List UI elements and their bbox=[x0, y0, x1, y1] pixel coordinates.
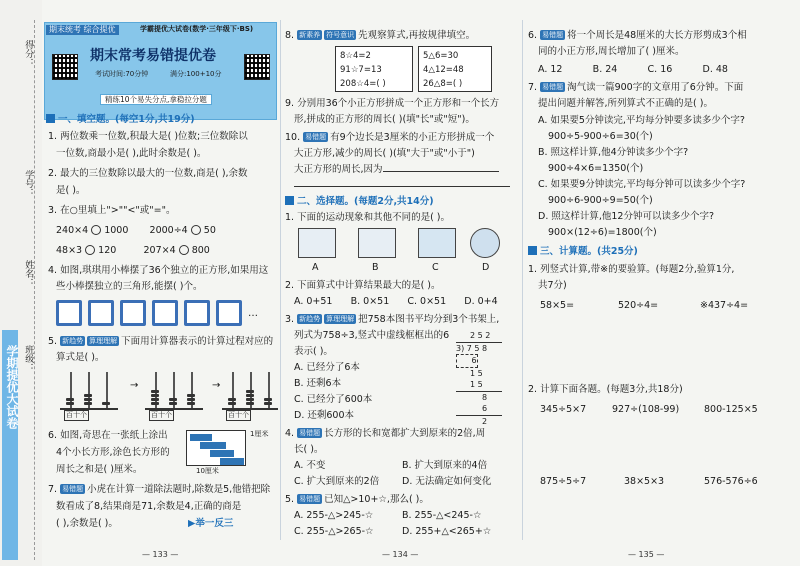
calc-1: 1. 列竖式计算,带※的要验算。(每题2分,验算1分, bbox=[528, 264, 735, 275]
class-label: 班级： bbox=[23, 345, 34, 372]
calc-item: 875÷5÷7 bbox=[540, 476, 587, 487]
stick-square bbox=[184, 300, 210, 326]
choice-7-opt-c: C. 如果要9分钟读完,平均每分钟可以读多少个字? bbox=[538, 179, 746, 190]
question-7: 7. 易错题 小虎在计算一道除法题时,除数是5,他错把除 bbox=[48, 484, 271, 495]
choice-4-opt-d: D. 无法确定如何变化 bbox=[402, 476, 492, 487]
full-score: 满分:100+10分 bbox=[170, 70, 222, 78]
paper-title: 期末常考易错提优卷 bbox=[90, 48, 216, 64]
choice-3-opt-c: C. 已经分了600本 bbox=[294, 394, 373, 405]
choice-5-opt-b: B. 255-△<245-☆ bbox=[402, 510, 482, 521]
choice-5: 5. 易错题 已知△>10+☆,那么( )。 bbox=[285, 494, 429, 505]
score-label: 得分： bbox=[23, 40, 34, 67]
student-id-label: 学号： bbox=[23, 170, 34, 197]
choice-7-opt-a-eq: 900÷5-900÷6=30(个) bbox=[548, 131, 653, 142]
choice-7-opt-d-eq: 900×(12÷6)=1800(个) bbox=[548, 227, 657, 238]
choice-3-cont2: 表示( )。 bbox=[294, 346, 333, 357]
ellipsis: … bbox=[248, 308, 258, 319]
answer-line[interactable] bbox=[294, 186, 510, 187]
question-10-cont2: 大正方形的周长,因为 bbox=[294, 164, 499, 176]
stick-square bbox=[56, 300, 82, 326]
choice-4: 4. 易错题 长方形的长和宽都扩大到原来的2倍,周 bbox=[285, 428, 486, 439]
choice-6-options: A. 12 B. 24 C. 16 D. 48 bbox=[538, 64, 728, 75]
question-1: 1. 两位数乘一位数,积最大是( )位数;三位数除以 bbox=[48, 131, 248, 142]
abacus-3: 百十个 bbox=[222, 372, 280, 420]
question-2: 2. 最大的三位数除以最大的一位数,商是( ),余数 bbox=[48, 168, 248, 179]
stick-square bbox=[152, 300, 178, 326]
calc-item: 345÷5×7 bbox=[540, 404, 587, 415]
qr-code bbox=[52, 54, 78, 80]
choice-4-opt-b: B. 扩大到原来的4倍 bbox=[402, 460, 488, 471]
stick-square bbox=[216, 300, 242, 326]
question-2-cont: 是( )。 bbox=[56, 185, 86, 196]
section-choice: 二、选择题。(每题2分,共14分) bbox=[285, 196, 434, 208]
choice-3-opt-a: A. 已经分了6本 bbox=[294, 362, 360, 373]
section-fill-blank: 一、填空题。(每空1分,共19分) bbox=[46, 114, 195, 126]
choice-4-cont: 长( )。 bbox=[294, 444, 324, 455]
question-3: 3. 在○里填上">""<"或"="。 bbox=[48, 205, 176, 216]
practice-link[interactable]: ▶举一反三 bbox=[188, 518, 234, 529]
header-tag: 期末统考 综合提优 bbox=[46, 25, 119, 35]
name-label: 姓名： bbox=[23, 260, 34, 287]
choice-5-opt-a: A. 255-△>245-☆ bbox=[294, 510, 374, 521]
rule-box-right: 5△6=30 4△12=48 26△8=( ) bbox=[418, 46, 492, 92]
question-6-cont: 4个小长方形,涂色长方形的 bbox=[56, 447, 170, 458]
stick-square bbox=[88, 300, 114, 326]
choice-7-opt-b: B. 照这样计算,他4分钟读多少个字? bbox=[538, 147, 689, 158]
question-1-cont: 一位数,商最小是( ),此时余数是( )。 bbox=[56, 148, 207, 159]
choice-7-opt-b-eq: 900÷4×6=1350(个) bbox=[548, 163, 644, 174]
choice-7-opt-a: A. 如果要5分钟读完,平均每分钟要多读多少个字? bbox=[538, 115, 745, 126]
choice-7: 7. 易错题 淘气读一篇900字的文章用了6分钟。下面 bbox=[528, 82, 744, 93]
choice-5-opt-c: C. 255-△>265-☆ bbox=[294, 526, 374, 537]
question-6: 6. 如图,奇思在一张纸上涂出 bbox=[48, 430, 168, 441]
question-6-cont2: 周长之和是( )厘米。 bbox=[56, 464, 143, 475]
page-number: — 134 — bbox=[382, 550, 419, 559]
choice-4-opt-c: C. 扩大到原来的2倍 bbox=[294, 476, 380, 487]
worksheet-page: 学期提优大试卷 得分： 学号： 姓名： 班级： 期末统考 综合提优 学霸提优大试卷(数学·三年级下·BS) 期末常考易错提优卷 考试时间:70分钟 满分:100+10分 精练10个易失分点,拿稳拉分题 一、填空题。(每空1分,共19分) 1. 两位数乘一位数,积最大是( )位数;三位数除以 一位数,商最小是( ),此时余数是( )。 2. 最大的三位数除以最大的一位数,商是( ),余数 是( )。 3. 在○里填上">""<"或"="。 240×4 1000 2000÷4 50 48×3 120 207×4 800 4. 如图,琪琪用小棒摆了36个独立的正方形,如果用这 些小棒摆独立的三角形,能摆( )个。 … 5. 新趋势 算理理解 下面用计算器表示的计算过程对应的 算式是( )。 百十个 → 百十个 → 百十个 6. 如图,奇思在一张纸上涂出 4个小长方形,涂色长方形的 周长之和是( )厘米。 1厘米 10厘米 7. 易错题 小虎在计算一道除法题时,除数是5,他错把除 数看成了8,结果商是71,余数是4,正确的商是 ( ),余数是( )。 ▶举一反三 — 133 — 8. 新素养 符号意识 先观察算式,再按规律填空。 8☆4=2 91☆7=13 208☆4=( ) 5△6=30 4△12=48 26△8=( ) 9. 分别用36个小正方形拼成一个正方形和一个长方 形,拼成的正方形的周长( )(填"长"或"短")。 10. 易错题 有9个边长是3厘米的小正方形拼成一个 大正方形,减少的周长( )(填"大于"或"小于") 大正方形的周长,因为 二、选择题。(每题2分,共14分) 1. 下面的运动现象和其他不同的是( )。 A B C D 2. 下面算式中计算结果最大的是( )。 A. 0+51 B. 0×51 C. 0×51 D. 0+4 3. 新趋势 算理理解 把758本图书平均分到3个书架上, 列式为758÷3,竖式中虚线框框出的6 表示( )。 A. 已经分了6本 B. 还剩6本 C. 已经分了600本 D. 还剩600本 2 5 2 3) 7 5 8 6 1 5 1 5 8 6 2 4. 易错题 长方形的长和宽都扩大到原来的2倍,周 长( )。 A. 不变 B. 扩大到原来的4倍 C. 扩大到原来的2倍 D. 无法确定如何变化 5. 易错题 已知△>10+☆,那么( )。 A. 255-△>245-☆ B. 255-△<245-☆ C. 255-△>265-☆ D. 255+△<265+☆ — 134 — 6. 易错题 将一个周长是48厘米的大长方形剪成3个相 同的小正方形,周长增加了( )厘米。 A. 12 B. 24 C. 16 D. 48 7. 易错题 淘气读一篇900字的文章用了6分钟。下面 提出问题并解答,所列算式不正确的是( )。 A. 如果要5分钟读完,平均每分钟要多读多少个字? 900÷5-900÷6=30(个) B. 照这样计算,他4分钟读多少个字? 900÷4×6=1350(个) C. 如果要9分钟读完,平均每分钟可以读多少个字? 900÷6-900÷9=50(个) D. 照这样计算,他12分钟可以读多少个字? 900×(12÷6)=1800(个) 三、计算题。(共25分) 1. 列竖式计算,带※的要验算。(每题2分,验算1分, 共7分) 58×5= 520÷4= ※437÷4= 2. 计算下面各题。(每题3分,共18分) 345÷5×7 927÷(108-99) 800-125×5 875÷5÷7 38×5×3 576-576÷6 — 135 — bbox=[0, 0, 800, 566]
cut-line bbox=[34, 20, 35, 560]
choice-6-cont: 同的小正方形,周长增加了( )厘米。 bbox=[538, 46, 685, 57]
long-division: 2 5 2 3) 7 5 8 6 1 5 1 5 8 6 2 bbox=[456, 330, 502, 422]
column-divider bbox=[522, 20, 523, 540]
compare-circle[interactable] bbox=[179, 245, 189, 255]
question-10: 10. 易错题 有9个边长是3厘米的小正方形拼成一个 bbox=[285, 132, 495, 143]
question-7-cont2: ( ),余数是( )。 bbox=[56, 518, 118, 529]
series-title: 学霸提优大试卷(数学·三年级下·BS) bbox=[140, 25, 254, 33]
window-image bbox=[358, 228, 396, 258]
column-divider bbox=[280, 20, 281, 540]
calc-item: 576-576÷6 bbox=[704, 476, 758, 487]
choice-7-cont: 提出问题并解答,所列算式不正确的是( )。 bbox=[538, 98, 713, 109]
section-calculation: 三、计算题。(共25分) bbox=[528, 246, 638, 258]
question-5-cont: 算式是( )。 bbox=[56, 352, 105, 363]
choice-3-opt-b: B. 还剩6本 bbox=[294, 378, 342, 389]
choice-3-opt-d: D. 还剩600本 bbox=[294, 410, 354, 421]
question-10-cont: 大正方形,减少的周长( )(填"大于"或"小于") bbox=[294, 148, 475, 159]
choice-2-options: A. 0+51 B. 0×51 C. 0×51 D. 0+4 bbox=[294, 296, 498, 307]
wheel-image bbox=[470, 228, 500, 258]
choice-2: 2. 下面算式中计算结果最大的是( )。 bbox=[285, 280, 441, 291]
cable-car-image bbox=[418, 228, 456, 258]
question-7-cont: 数看成了8,结果商是71,余数是4,正确的商是 bbox=[56, 501, 242, 512]
choice-3-cont: 列式为758÷3,竖式中虚线框框出的6 bbox=[294, 330, 450, 341]
compare-row-1: 240×4 1000 2000÷4 50 bbox=[56, 225, 216, 236]
compare-row-2: 48×3 120 207×4 800 bbox=[56, 245, 210, 256]
calc-item: 927÷(108-99) bbox=[612, 404, 680, 415]
calc-item: 58×5= bbox=[540, 300, 575, 311]
dashed-box: 6 bbox=[456, 354, 478, 368]
question-8: 8. 新素养 符号意识 先观察算式,再按规律填空。 bbox=[285, 30, 476, 41]
exam-time: 考试时间:70分钟 bbox=[95, 70, 149, 78]
choice-7-opt-c-eq: 900÷6-900÷9=50(个) bbox=[548, 195, 653, 206]
choice-6: 6. 易错题 将一个周长是48厘米的大长方形剪成3个相 bbox=[528, 30, 747, 41]
page-number: — 133 — bbox=[142, 550, 179, 559]
question-4: 4. 如图,琪琪用小棒摆了36个独立的正方形,如果用这 bbox=[48, 265, 269, 276]
header-note: 精练10个易失分点,拿稳拉分题 bbox=[100, 94, 212, 105]
compare-circle[interactable] bbox=[191, 225, 201, 235]
stick-square bbox=[120, 300, 146, 326]
question-9-cont: 形,拼成的正方形的周长( )(填"长"或"短")。 bbox=[294, 114, 475, 125]
tower-crane-image bbox=[298, 228, 336, 258]
abacus-2: 百十个 bbox=[145, 372, 205, 420]
calc-item: ※437÷4= bbox=[700, 300, 749, 311]
choice-4-opt-a: A. 不变 bbox=[294, 460, 326, 471]
question-9: 9. 分别用36个小正方形拼成一个正方形和一个长方 bbox=[285, 98, 500, 109]
page-number: — 135 — bbox=[628, 550, 665, 559]
compare-circle[interactable] bbox=[91, 225, 101, 235]
question-5: 5. 新趋势 算理理解 下面用计算器表示的计算过程对应的 bbox=[48, 336, 274, 347]
calc-1-cont: 共7分) bbox=[538, 280, 567, 291]
abacus-1: 百十个 bbox=[60, 372, 120, 420]
calc-item: 800-125×5 bbox=[704, 404, 758, 415]
calc-2: 2. 计算下面各题。(每题3分,共18分) bbox=[528, 384, 683, 395]
choice-7-opt-d: D. 照这样计算,他12分钟可以读多少个字? bbox=[538, 211, 715, 222]
rule-box-left: 8☆4=2 91☆7=13 208☆4=( ) bbox=[335, 46, 413, 92]
strip-title: 学期提优大试卷 bbox=[5, 345, 19, 429]
qr-code bbox=[244, 54, 270, 80]
compare-circle[interactable] bbox=[85, 245, 95, 255]
choice-5-opt-d: D. 255+△<265+☆ bbox=[402, 526, 492, 537]
choice-3: 3. 新趋势 算理理解 把758本图书平均分到3个书架上, bbox=[285, 314, 500, 325]
calc-item: 38×5×3 bbox=[624, 476, 665, 487]
choice-1: 1. 下面的运动现象和其他不同的是( )。 bbox=[285, 212, 451, 223]
calc-item: 520÷4= bbox=[618, 300, 659, 311]
question-4-cont: 些小棒摆独立的三角形,能摆( )个。 bbox=[56, 281, 203, 292]
